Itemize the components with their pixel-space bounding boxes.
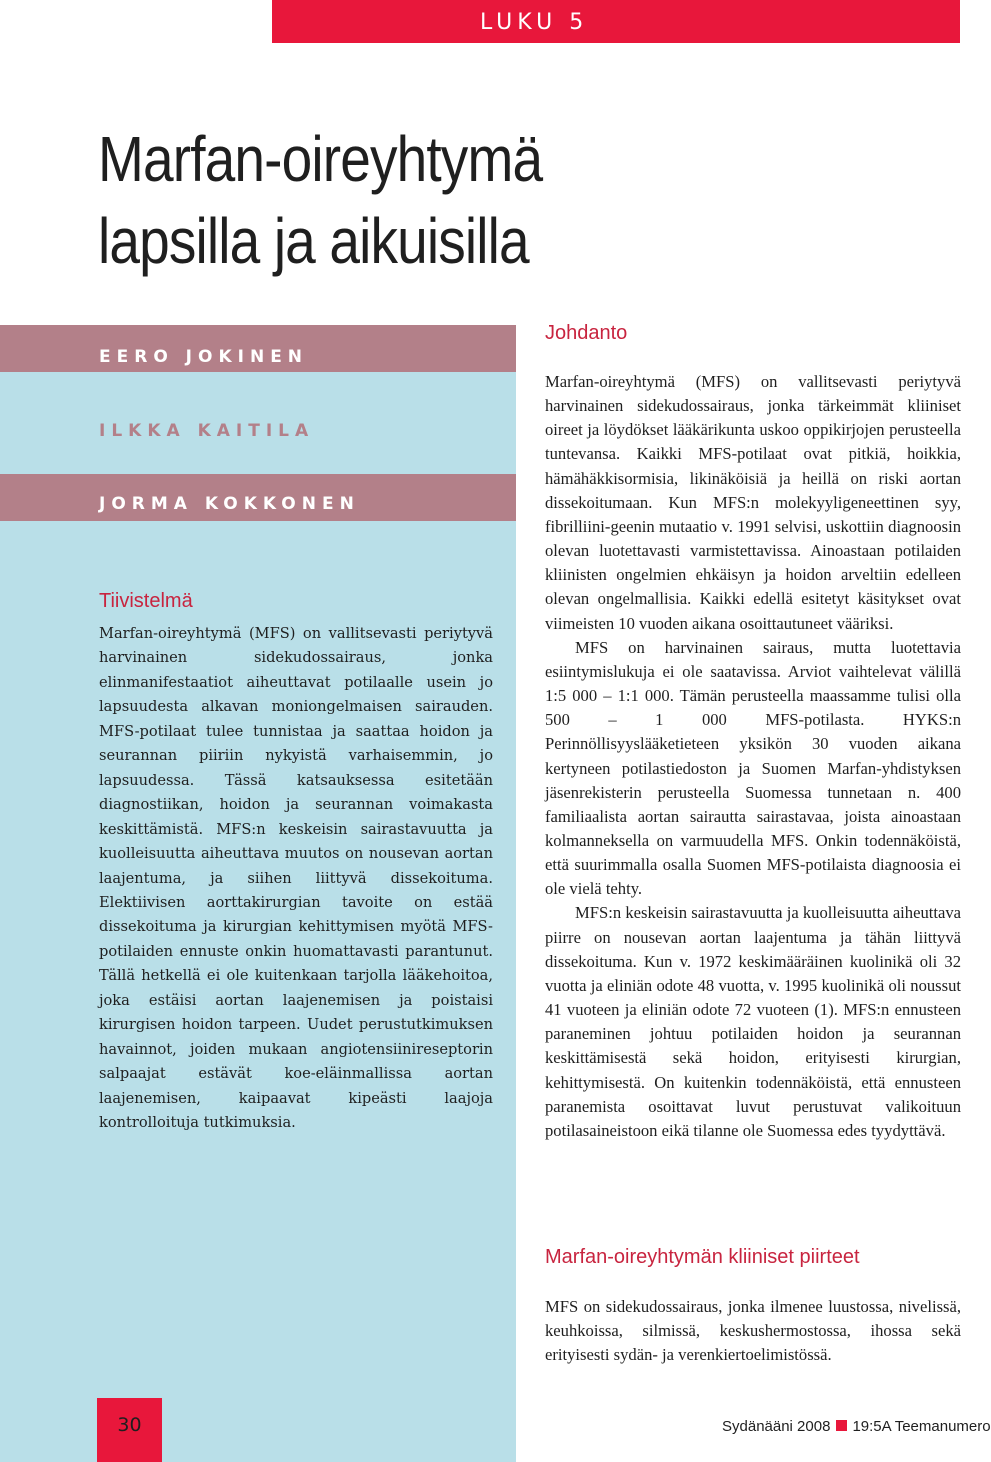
title-line-1: Marfan-oireyhtymä (98, 123, 543, 195)
chapter-label: LUKU 5 (480, 10, 589, 35)
journal-footer (722, 1418, 991, 1435)
intro-text (545, 370, 961, 1143)
page-number: 30 (117, 1414, 142, 1436)
journal-name: Sydänääni 2008 (722, 1418, 831, 1435)
intro-paragraph: Marfan-oireyhtymä (MFS) on vallitsevasti periytyvä harvinainen sidekudossairaus, jonka tärkeimmät kliiniset oireet ja löydökset lääkärikunta uskoo oppikirjojen perusteella tuntevansa. Kaikki MFS-potilaat ovat pitkiä, hoikkia, hämähäkkisormisia, likinäköisiä ja heillä on riski aortan dissekoitumaan. Kun MFS:n molekyyligeneettinen syy, fibrilliini-geenin mutaatio v. 1991 selvisi, uskottiin diagnoosin olevan luotettavasti varmistettavissa. Ainoastaan potilaiden kliinisten ongelmien ehkäisyn ja hoidon arveltiin edelleen olevan ongelmallisia. Kaikki edellä esitetyt käsitykset ovat viimeisten 10 vuoden aikana osoittautuneet vääriksi. (545, 372, 961, 633)
author-name: ILKKA KAITILA (99, 421, 315, 441)
abstract-heading: Tiivistelmä (99, 590, 193, 612)
author-name: JORMA KOKKONEN (99, 494, 360, 514)
chapter-bar (272, 0, 960, 43)
intro-heading: Johdanto (545, 322, 628, 344)
clinical-text (545, 1295, 961, 1367)
journal-issue: 19:5A Teemanumero (852, 1418, 991, 1435)
article-title (98, 118, 631, 282)
page-number-box (97, 1398, 162, 1462)
author-name: EERO JOKINEN (99, 347, 309, 367)
intro-paragraph: MFS on harvinainen sairaus, mutta luotettavia esiintymislukuja ei ole saatavissa. Arviot vaihtelevat välillä 1:5 000 – 1:1 000. Tämän perusteella maassamme tulisi olla 500 – 1 000 MFS-potilasta. HYKS:n Perinnöllisyyslääketieteen yksikön 30 vuoden aikana kertyneen potilastiedoston ja Suomen Marfan-yhdistyksen jäsenrekisterin perusteella Suomessa tunnetaan n. 400 familiaalista aortan sairautta sairastavaa, joista ainoastaan kolmanneksella on varmuudella MFS. Onkin todennäköistä, että suurimmalla osalla Suomen MFS-potilaista diagnoosia ei ole vielä tehty. (545, 637, 961, 899)
title-line-2: lapsilla ja aikuisilla (98, 205, 529, 277)
abstract-text: Marfan-oireyhtymä (MFS) on vallitsevasti periytyvä harvinainen sidekudossairaus, jonka elinmanifestaatiot aiheuttavat potilaalle usein jo lapsuudesta alkavan moniongelmaisen sairauden. MFS-potilaat tulee tunnistaa ja saattaa hoidon ja seurannan piiriin nykyistä varhaisemmin, jo lapsuudessa. Tässä katsauksessa esitetään diagnostiikan, hoidon ja seurannan voimakasta keskittämistä. MFS:n keskeisin sairastavuutta ja kuolleisuutta aiheuttava muutos on nousevan aortan laajentuma, ja siihen liittyvä dissekoituma. Elektiivisen aorttakirurgian tavoite on estää dissekoituma ja kirurgian kehittymisen myötä MFS-potilaiden ennuste onkin huomattavasti parantunut. Tällä hetkellä ei ole kuitenkaan tarjolla lääkehoitoa, joka estäisi aortan laajenemisen ja poistaisi kirurgisen hoidon tarpeen. Uudet perustutkimuksen havainnot, joiden mukaan angiotensiinireseptorin salpaajat estävät koe-eläinmallissa aortan laajenemisen, kaipaavat kipeästi laajoja kontrolloituja tutkimuksia. (99, 625, 493, 1132)
intro-paragraph: MFS:n keskeisin sairastavuutta ja kuolleisuutta aiheuttava piirre on nousevan aortan laajentuma ja tähän liittyvä dissekoituma. Kun v. 1972 keskimääräinen kuolinikä oli 32 vuotta ja eliniän odote 48 vuotta, v. 1995 kuolinikä oli noussut 41 vuoteen ja eliniän odote 72 vuoteen (1). MFS:n ennusteen paraneminen johtuu potilaiden hoidon ja seurannan keskittämisestä sekä hoidon, erityisesti kirurgian, kehittymisestä. On kuitenkin todennäköistä, että ennusteen paranemista osoittavat luvut perustuvat valikoituun potilasaineistoon eikä tilanne ole Suomessa edes tyydyttävä. (545, 903, 961, 1140)
square-bullet-icon (836, 1420, 847, 1431)
clinical-paragraph: MFS on sidekudossairaus, jonka ilmenee luustossa, nivelissä, keuhkoissa, silmissä, keskushermostossa, ihossa sekä erityisesti sydän- ja verenkiertoelimistössä. (545, 1297, 961, 1365)
clinical-heading: Marfan-oireyhtymän kliiniset piirteet (545, 1246, 860, 1268)
